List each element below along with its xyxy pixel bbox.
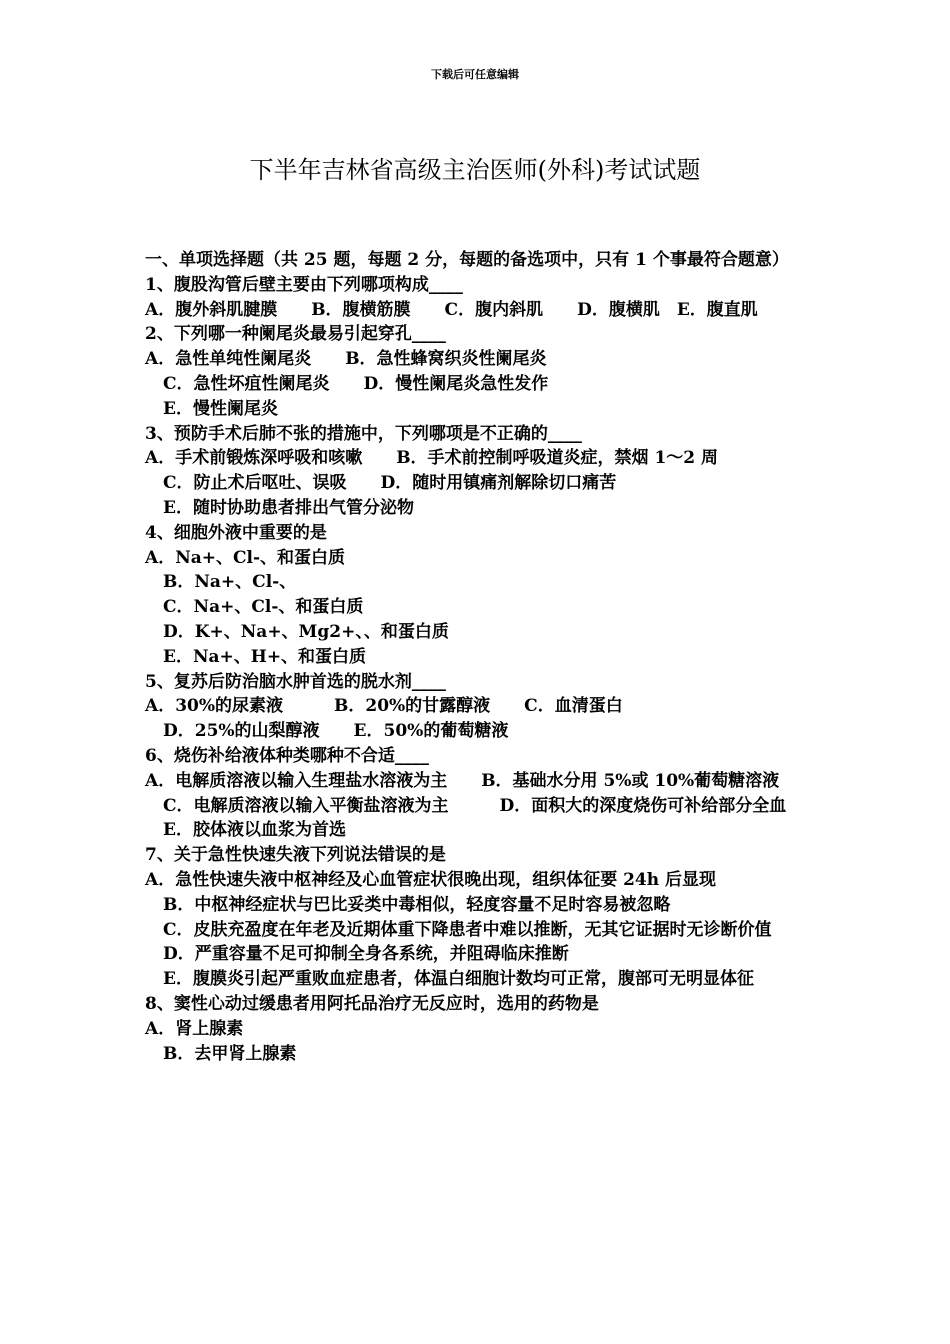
- exam-line: 1、腹股沟管后壁主要由下列哪项构成____: [145, 274, 463, 295]
- exam-line: 5、复苏后防治脑水肿首选的脱水剂____: [145, 671, 446, 692]
- exam-line: A．腹外斜肌腱膜 B．腹横筋膜 C．腹内斜肌 D．腹横肌 E．腹直肌: [145, 299, 758, 320]
- exam-line: D．严重容量不足可抑制全身各系统，并阻碍临床推断: [163, 944, 569, 965]
- exam-line: E．腹膜炎引起严重败血症患者，体温白细胞计数均可正常，腹部可无明显体征: [163, 969, 754, 990]
- exam-line: D．25%的山梨醇液 E．50%的葡萄糖液: [163, 721, 509, 742]
- exam-line: C．防止术后呕吐、误吸 D．随时用镇痛剂解除切口痛苦: [163, 473, 617, 494]
- exam-line: B．Na+、Cl-、: [163, 572, 297, 593]
- exam-content: [145, 248, 810, 1066]
- exam-line: A．Na+、Cl-、和蛋白质: [145, 547, 346, 568]
- exam-line: B．去甲肾上腺素: [163, 1043, 297, 1064]
- exam-line: C．皮肤充盈度在年老及近期体重下降患者中难以推断，无其它证据时无诊断价值: [163, 919, 772, 940]
- exam-line: C．电解质溶液以输入平衡盐溶液为主 D．面积大的深度烧伤可补给部分全血: [163, 795, 787, 816]
- exam-line: C．急性坏疽性阑尾炎 D．慢性阑尾炎急性发作: [163, 373, 549, 394]
- exam-line: A．急性单纯性阑尾炎 B．急性蜂窝织炎性阑尾炎: [145, 349, 547, 370]
- exam-line: A．急性快速失液中枢神经及心血管症状很晚出现，组织体征要 24h 后显现: [145, 869, 717, 890]
- exam-line: 2、下列哪一种阑尾炎最易引起穿孔____: [145, 324, 446, 345]
- exam-line: A．手术前锻炼深呼吸和咳嗽 B．手术前控制呼吸道炎症，禁烟 1～2 周: [145, 448, 719, 469]
- exam-line: B．中枢神经症状与巴比妥类中毒相似，轻度容量不足时容易被忽略: [163, 894, 671, 915]
- exam-line: A．电解质溶液以输入生理盐水溶液为主 B．基础水分用 5%或 10%葡萄糖溶液: [145, 770, 780, 791]
- exam-line: 6、烧伤补给液体种类哪种不合适____: [145, 745, 429, 766]
- page-header: 下载后可任意编辑: [431, 68, 519, 81]
- exam-line: E．随时协助患者排出气管分泌物: [163, 497, 414, 518]
- exam-line: 3、预防手术后肺不张的措施中，下列哪项是不正确的____: [145, 423, 582, 444]
- exam-line: E．Na+、H+、和蛋白质: [163, 646, 367, 667]
- exam-line: 8、窦性心动过缓患者用阿托品治疗无反应时，选用的药物是: [145, 993, 599, 1014]
- exam-line: A．30%的尿素液 B．20%的甘露醇液 C．血清蛋白: [145, 696, 623, 717]
- exam-line: 7、关于急性快速失液下列说法错误的是: [145, 845, 446, 866]
- exam-line: E．胶体液以血浆为首选: [163, 820, 346, 841]
- exam-line: 一、单项选择题（共 25 题，每题 2 分，每题的备选项中，只有 1 个事最符合题意）: [145, 250, 789, 270]
- exam-line: C．Na+、Cl-、和蛋白质: [163, 597, 364, 618]
- exam-line: E．慢性阑尾炎: [163, 398, 278, 419]
- exam-line: A．肾上腺素: [145, 1018, 244, 1039]
- document-title: 下半年吉林省高级主治医师(外科)考试试题: [249, 156, 701, 184]
- exam-line: D．K+、Na+、Mg2+、、和蛋白质: [163, 621, 449, 642]
- exam-line: 4、细胞外液中重要的是: [145, 522, 327, 543]
